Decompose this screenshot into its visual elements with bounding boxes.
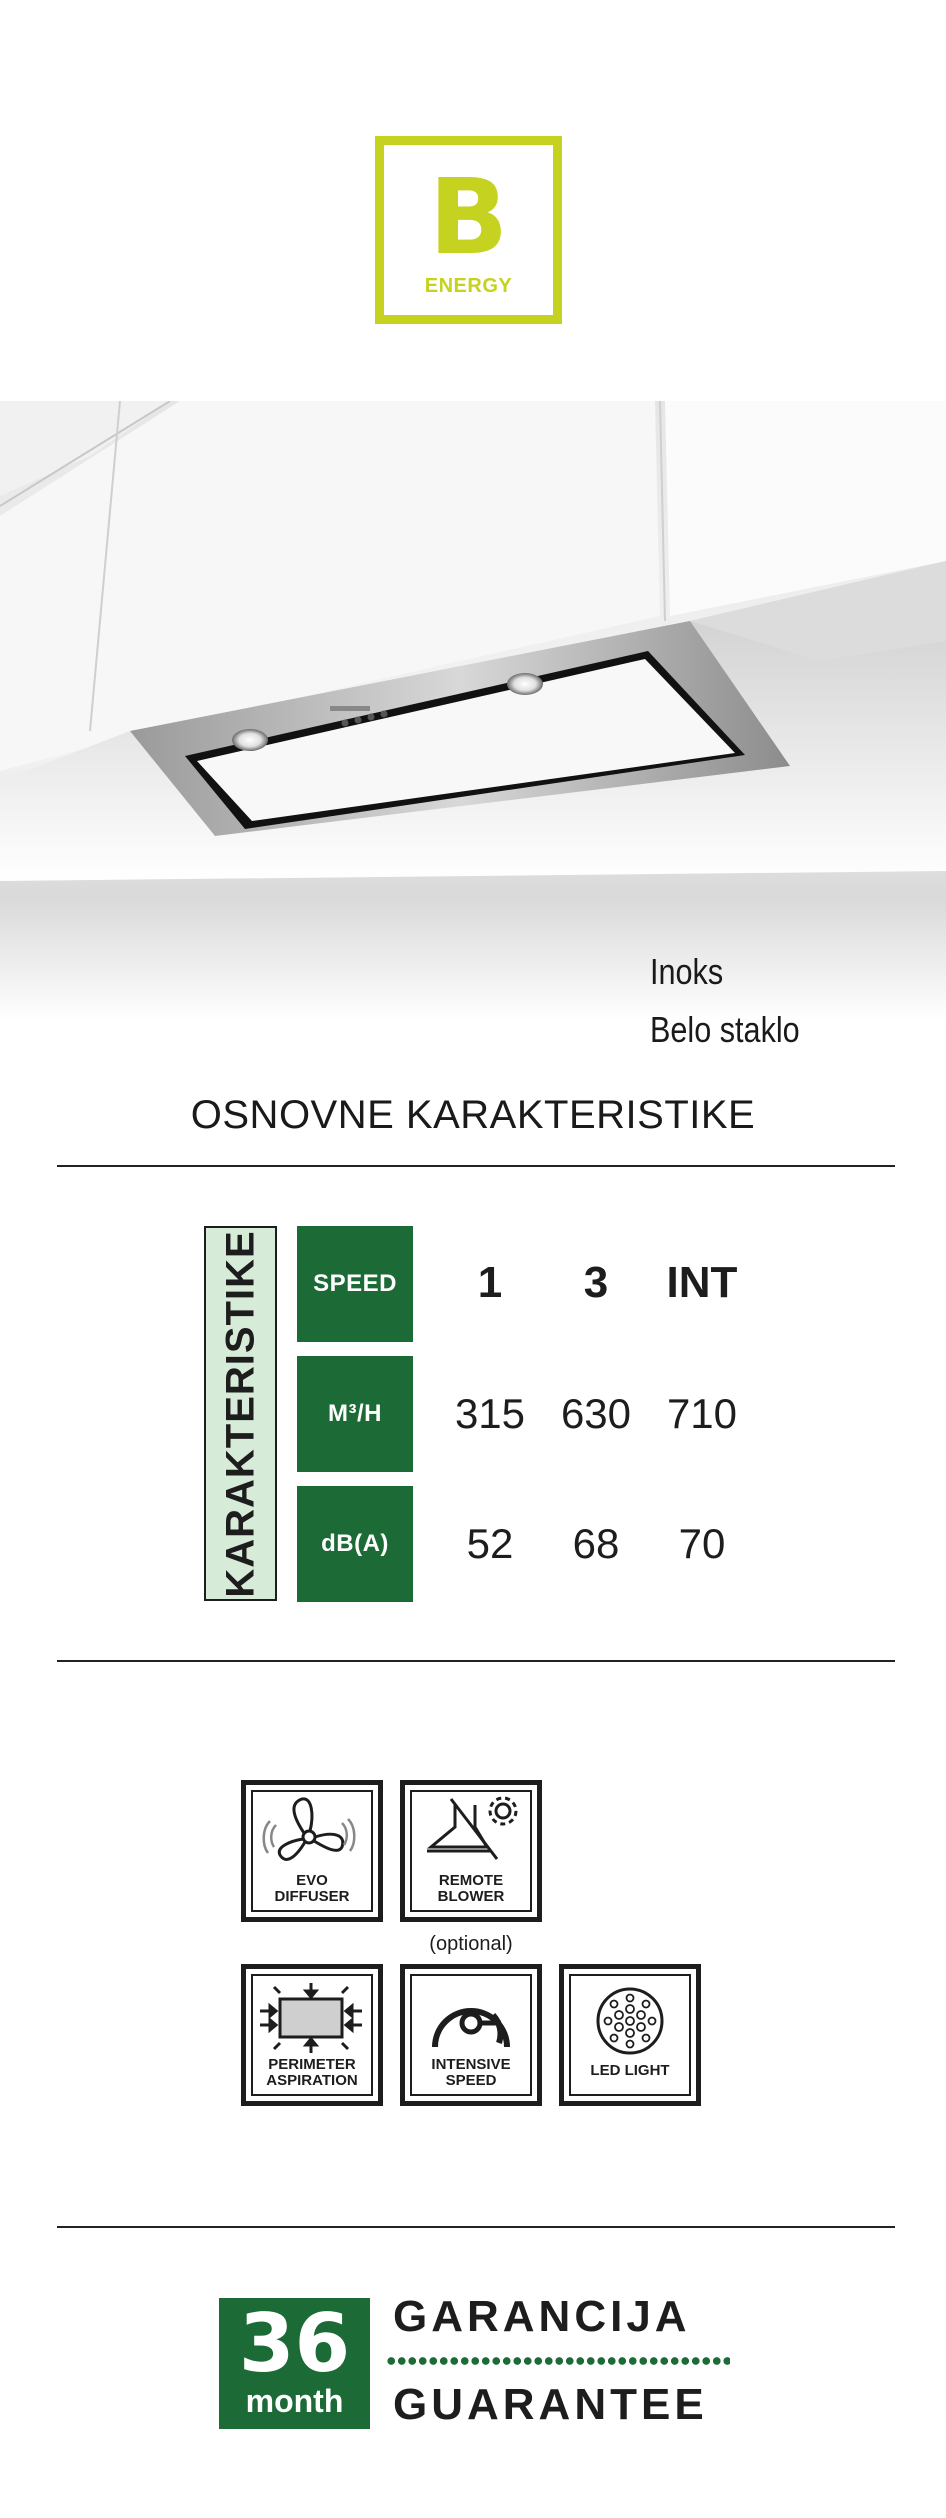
optional-note: (optional) xyxy=(429,1933,513,1955)
feature-label: PERIMETER xyxy=(268,2056,356,2073)
airflow-header: M³/H xyxy=(297,1356,413,1472)
product-photo xyxy=(0,401,946,1021)
feature-intensive-speed xyxy=(400,1964,542,2106)
noise-header: dB(A) xyxy=(297,1486,413,1602)
airflow-value: 630 xyxy=(560,1390,632,1437)
airflow-value: 710 xyxy=(666,1390,738,1437)
energy-class-badge xyxy=(375,136,562,324)
guarantee-unit: month xyxy=(245,2383,344,2419)
feature-label: INTENSIVE xyxy=(431,2056,511,2073)
guarantee-months: 36 xyxy=(238,2297,351,2390)
feature-label: EVO xyxy=(296,1872,328,1889)
dotted-divider xyxy=(386,2356,730,2366)
specs-side-label-text: KARAKTERISTIKE xyxy=(218,1229,262,1598)
variant-stainless: Inoks xyxy=(650,951,724,992)
speed-header: SPEED xyxy=(297,1226,413,1342)
feature-label: REMOTE xyxy=(438,1872,504,1889)
led-light-icon xyxy=(564,1969,696,2101)
airflow-value: 315 xyxy=(454,1390,526,1437)
guarantee-title-local: GARANCIJA xyxy=(393,2292,691,2341)
energy-label: ENERGY xyxy=(424,275,513,297)
divider xyxy=(57,1660,895,1662)
feature-evo-diffuser xyxy=(241,1780,383,1922)
section-title: OSNOVNE KARAKTERISTIKE xyxy=(190,1093,756,1137)
noise-value: 70 xyxy=(678,1520,726,1567)
specs-side-label xyxy=(204,1226,277,1601)
feature-label: BLOWER xyxy=(437,1888,505,1905)
speed-value: INT xyxy=(666,1258,738,1307)
feature-remote-blower xyxy=(400,1780,542,1922)
guarantee-badge xyxy=(219,2298,370,2429)
noise-value: 52 xyxy=(466,1520,514,1567)
variant-white-glass: Belo staklo xyxy=(650,1009,800,1050)
feature-label: ASPIRATION xyxy=(266,2072,358,2089)
noise-value: 68 xyxy=(572,1520,620,1567)
energy-class-letter: B xyxy=(428,156,509,278)
speed-value: 1 xyxy=(477,1258,503,1307)
feature-led-light xyxy=(559,1964,701,2106)
divider xyxy=(57,1165,895,1167)
feature-perimeter-aspiration xyxy=(241,1964,383,2106)
feature-label: DIFFUSER xyxy=(274,1888,350,1905)
guarantee-title-en: GUARANTEE xyxy=(393,2380,708,2429)
feature-label: LED LIGHT xyxy=(590,2062,670,2079)
speed-value: 3 xyxy=(583,1258,609,1307)
feature-label: SPEED xyxy=(445,2072,497,2089)
product-variants xyxy=(650,943,826,1059)
divider xyxy=(57,2226,895,2228)
